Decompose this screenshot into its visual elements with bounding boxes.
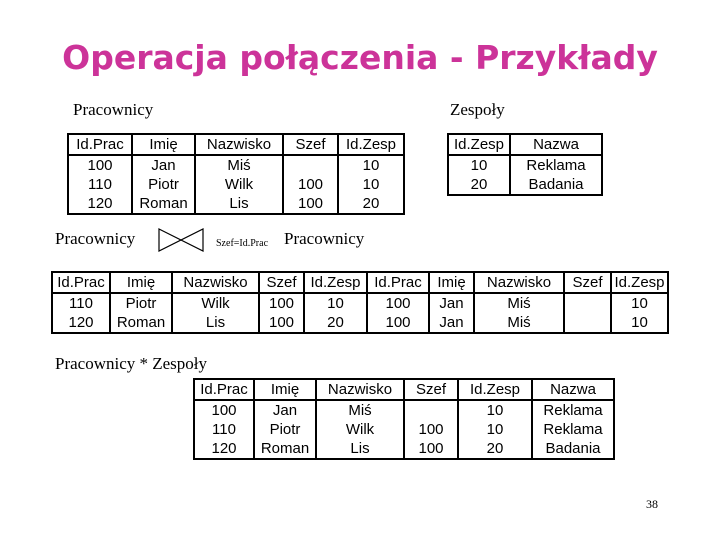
table-cell: Jan bbox=[132, 155, 195, 175]
label-pracownicy: Pracownicy bbox=[73, 100, 154, 119]
join-condition-label: Szef=Id.Prac bbox=[216, 238, 269, 249]
self-join-result-table bbox=[51, 271, 669, 334]
table-cell: Miś bbox=[474, 293, 564, 313]
table-cell: 110 bbox=[68, 175, 132, 194]
table-cell bbox=[564, 313, 611, 333]
table-row bbox=[68, 194, 404, 214]
column-header: Id.Zesp bbox=[448, 134, 510, 155]
column-header: Id.Prac bbox=[367, 272, 429, 293]
table-cell: Jan bbox=[254, 400, 316, 420]
table-cell: 100 bbox=[404, 439, 458, 459]
table-cell: 10 bbox=[631, 295, 648, 312]
table-row bbox=[448, 155, 602, 175]
natural-join-label: Pracownicy * Zespoły bbox=[55, 354, 208, 373]
table-cell: Jan bbox=[429, 293, 474, 313]
table-cell: Roman bbox=[110, 313, 172, 333]
table-cell: Lis bbox=[195, 194, 283, 214]
column-header: Id.Prac bbox=[52, 272, 110, 293]
table-cell: Badania bbox=[545, 440, 601, 457]
table-cell: 10 bbox=[448, 155, 510, 175]
column-header: Nazwisko bbox=[316, 379, 404, 400]
table-cell: 10 bbox=[458, 420, 532, 439]
table-cell: 100 bbox=[404, 420, 458, 439]
table-cell: 10 bbox=[362, 176, 380, 193]
table-row bbox=[68, 175, 404, 194]
table-cell: Wilk bbox=[172, 293, 259, 313]
column-header: Id.Zesp bbox=[458, 379, 532, 400]
table-cell bbox=[564, 293, 611, 313]
table-cell: Roman bbox=[132, 194, 195, 214]
table-cell: Piotr bbox=[110, 293, 172, 313]
table-cell: 10 bbox=[304, 293, 367, 313]
table-cell bbox=[283, 155, 338, 175]
table-cell: 100 bbox=[259, 313, 304, 333]
column-header: Imię bbox=[429, 272, 474, 293]
column-header: Nazwisko bbox=[474, 272, 564, 293]
column-header: Id.Zesp bbox=[611, 272, 668, 293]
table-cell: 100 bbox=[259, 293, 304, 313]
table-cell: 110 bbox=[52, 293, 110, 313]
table-cell: 20 bbox=[362, 195, 380, 212]
table-cell: 10 bbox=[458, 400, 532, 420]
table-cell: Miś bbox=[316, 400, 404, 420]
table-cell: Badania bbox=[528, 176, 584, 193]
label-zespoly: Zespoły bbox=[450, 100, 505, 119]
table-header-row bbox=[194, 379, 614, 400]
table-cell: Reklama bbox=[543, 402, 603, 419]
table-row bbox=[52, 313, 668, 333]
table-header-row bbox=[448, 134, 602, 155]
column-header: Imię bbox=[110, 272, 172, 293]
column-header: Szef bbox=[283, 134, 338, 155]
table-cell: Miś bbox=[474, 313, 564, 333]
table-row bbox=[194, 439, 614, 459]
table-cell: Lis bbox=[316, 439, 404, 459]
table-cell: 20 bbox=[458, 439, 532, 459]
table-cell: Piotr bbox=[132, 175, 195, 194]
table-cell bbox=[404, 400, 458, 420]
bowtie-join-icon bbox=[157, 227, 205, 253]
join-right-label: Pracownicy bbox=[284, 229, 365, 248]
table-cell: Reklama bbox=[526, 157, 586, 174]
table-cell: Roman bbox=[254, 439, 316, 459]
table-cell: 10 bbox=[362, 157, 380, 174]
table-cell: 120 bbox=[52, 313, 110, 333]
table-row bbox=[52, 293, 668, 313]
table-cell: 110 bbox=[194, 420, 254, 439]
table-cell: 10 bbox=[631, 314, 648, 331]
table-row bbox=[194, 420, 614, 439]
table-cell: 100 bbox=[283, 194, 338, 214]
table-cell: 120 bbox=[68, 194, 132, 214]
table-cell: 20 bbox=[448, 175, 510, 195]
table-cell: Lis bbox=[172, 313, 259, 333]
page-number: 38 bbox=[646, 497, 658, 511]
column-header: Nazwa bbox=[532, 379, 614, 400]
column-header: Szef bbox=[564, 272, 611, 293]
column-header: Szef bbox=[404, 379, 458, 400]
column-header: Imię bbox=[254, 379, 316, 400]
table-cell: Jan bbox=[429, 313, 474, 333]
table-cell: 100 bbox=[367, 293, 429, 313]
column-header: Nazwa bbox=[510, 134, 602, 155]
column-header: Id.Zesp bbox=[304, 272, 367, 293]
table-cell: 100 bbox=[68, 155, 132, 175]
slide-title: Operacja połączenia - Przykłady bbox=[62, 38, 658, 77]
column-header: Szef bbox=[259, 272, 304, 293]
table-cell: Piotr bbox=[254, 420, 316, 439]
table-cell: Reklama bbox=[543, 421, 603, 438]
table-row bbox=[68, 155, 404, 175]
table-cell: Wilk bbox=[195, 175, 283, 194]
column-header: Id.Prac bbox=[68, 134, 132, 155]
column-header: Id.Zesp bbox=[338, 134, 404, 155]
table-header-row bbox=[68, 134, 404, 155]
table-cell: Miś bbox=[195, 155, 283, 175]
table-cell: 100 bbox=[283, 175, 338, 194]
table-header-row bbox=[52, 272, 668, 293]
column-header: Nazwisko bbox=[195, 134, 283, 155]
join-left-label: Pracownicy bbox=[55, 229, 136, 248]
natural-join-result-table bbox=[193, 378, 615, 460]
column-header: Imię bbox=[132, 134, 195, 155]
pracownicy-table bbox=[67, 133, 405, 215]
table-row bbox=[194, 400, 614, 420]
table-cell: Wilk bbox=[316, 420, 404, 439]
table-cell: 100 bbox=[367, 313, 429, 333]
table-cell: 100 bbox=[194, 400, 254, 420]
zespoly-table bbox=[447, 133, 603, 196]
table-cell: 20 bbox=[304, 313, 367, 333]
table-cell: 120 bbox=[194, 439, 254, 459]
column-header: Nazwisko bbox=[172, 272, 259, 293]
table-row bbox=[448, 175, 602, 195]
column-header: Id.Prac bbox=[194, 379, 254, 400]
